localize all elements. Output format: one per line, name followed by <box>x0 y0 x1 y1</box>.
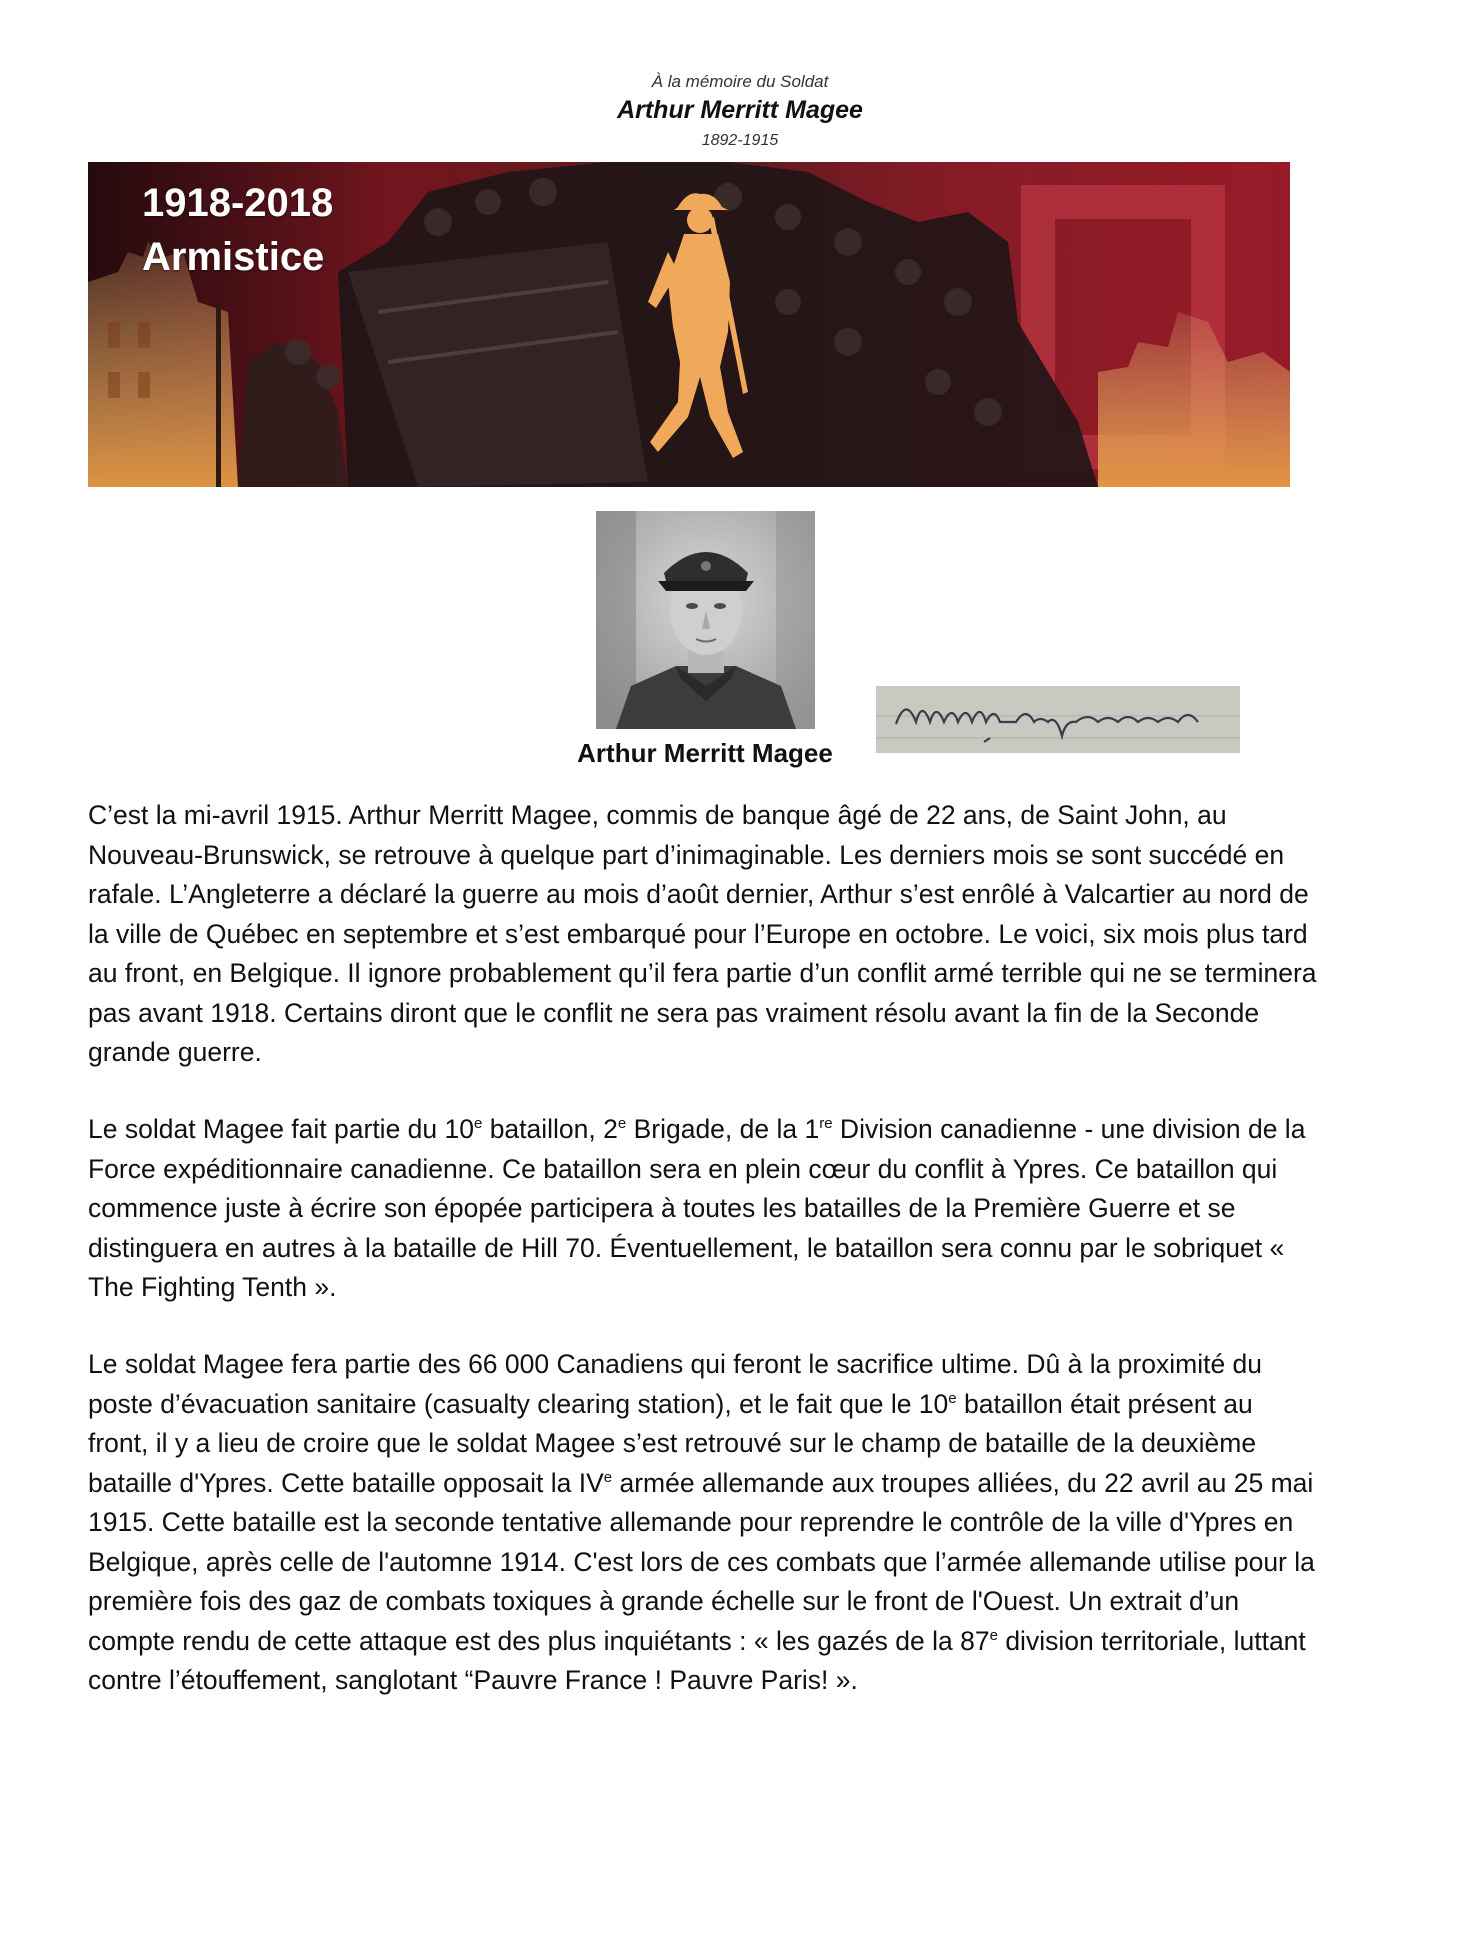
portrait-caption: Arthur Merritt Magee <box>577 738 833 768</box>
paragraph-1-text: C’est la mi-avril 1915. Arthur Merritt Magee, commis de banque âgé de 22 ans, de Saint John, au Nouveau-Brunswick, se retrouve à quelque part d’inimaginable. Les derniers mois se sont succédé en rafale. L’Angleterre a déclaré la guerre au mois d’août dernier, Arthur s’est enrôlé à Valcartier au nord de la ville de Québec en septembre et s’est embarqué pour l’Europe en octobre. Le voici, six mois plus tard au front, en Belgique. Il ignore probablement qu’il fera partie d’un conflit armé terrible qui ne se terminera pas avant 1918. Certains diront que le conflit ne sera pas vraiment résolu avant la fin de la Seconde grande guerre. <box>88 800 1317 1067</box>
p3-part-c: armée allemande aux troupes alliées, du 22 avril au 25 mai 1915. Cette bataille est la seconde tentative allemande pour reprendre le contrôle de la ville d'Ypres en Belgique, après celle de l'automne 1914. C'est lors de ces combats que l’armée allemande utilise pour la première fois des gaz de combats toxiques à grande échelle sur le front de l'Ouest. Un extrait d’un compte rendu de cette attaque est des plus inquiétants : « les gazés de la 87 <box>88 1467 1315 1656</box>
soldier-years: 1892-1915 <box>701 132 779 149</box>
p2-part-d: Division canadienne - une division de la Force expéditionnaire canadienne. Ce bataillon sera en plein cœur du conflit à Ypres. Ce bataillon qui commence juste à écrire son épopée participera à toutes les batailles de la Première Guerre et se distinguera en autres à la bataille de Hill 70. Éventuellement, le bataillon sera connu par le sobriquet « The Fighting Tenth ». <box>88 1114 1306 1302</box>
banner-armistice: Armistice <box>142 235 325 279</box>
p3-part-a: Le soldat Magee fera partie des 66 000 Canadiens qui feront le sacrifice ultime. Dû à la proximité du poste d’évacuation sanitaire (casualty clearing station), et le fait que le 10 <box>88 1349 1263 1419</box>
p2-sup-1: e <box>473 1115 483 1133</box>
banner-title <box>142 176 333 284</box>
paragraph-2 <box>88 1110 1318 1308</box>
p3-sup-3: e <box>989 1626 998 1644</box>
p2-part-c: Brigade, de la 1 <box>626 1114 820 1144</box>
p3-part-b: bataillon était présent au front, il y a lieu de croire que le soldat Magee s’est retrouvé sur le champ de bataille de la deuxième bataille d'Ypres. Cette bataille opposait la IV <box>88 1388 1257 1498</box>
p3-part-d: division territoriale, luttant contre l’étouffement, sanglotant “Pauvre France ! Pauvre Paris! ». <box>88 1625 1306 1695</box>
p2-sup-2: e <box>617 1115 627 1133</box>
soldier-portrait-photo <box>596 511 815 729</box>
paragraph-1 <box>88 796 1318 1073</box>
soldier-name-heading: Arthur Merritt Magee <box>617 96 863 124</box>
p3-sup-1: e <box>948 1389 957 1407</box>
paragraph-3 <box>88 1345 1318 1701</box>
p2-part-b: bataillon, 2 <box>482 1114 618 1144</box>
soldier-signature <box>876 686 1240 753</box>
lamp-post <box>216 302 221 487</box>
memorial-subtitle: À la mémoire du Soldat <box>651 72 829 91</box>
banner-years: 1918-2018 <box>142 181 334 225</box>
p2-sup-3: re <box>819 1115 833 1133</box>
armistice-banner <box>88 162 1290 487</box>
p3-sup-2: e <box>603 1468 613 1486</box>
p2-part-a: Le soldat Magee fait partie du 10 <box>88 1114 474 1144</box>
